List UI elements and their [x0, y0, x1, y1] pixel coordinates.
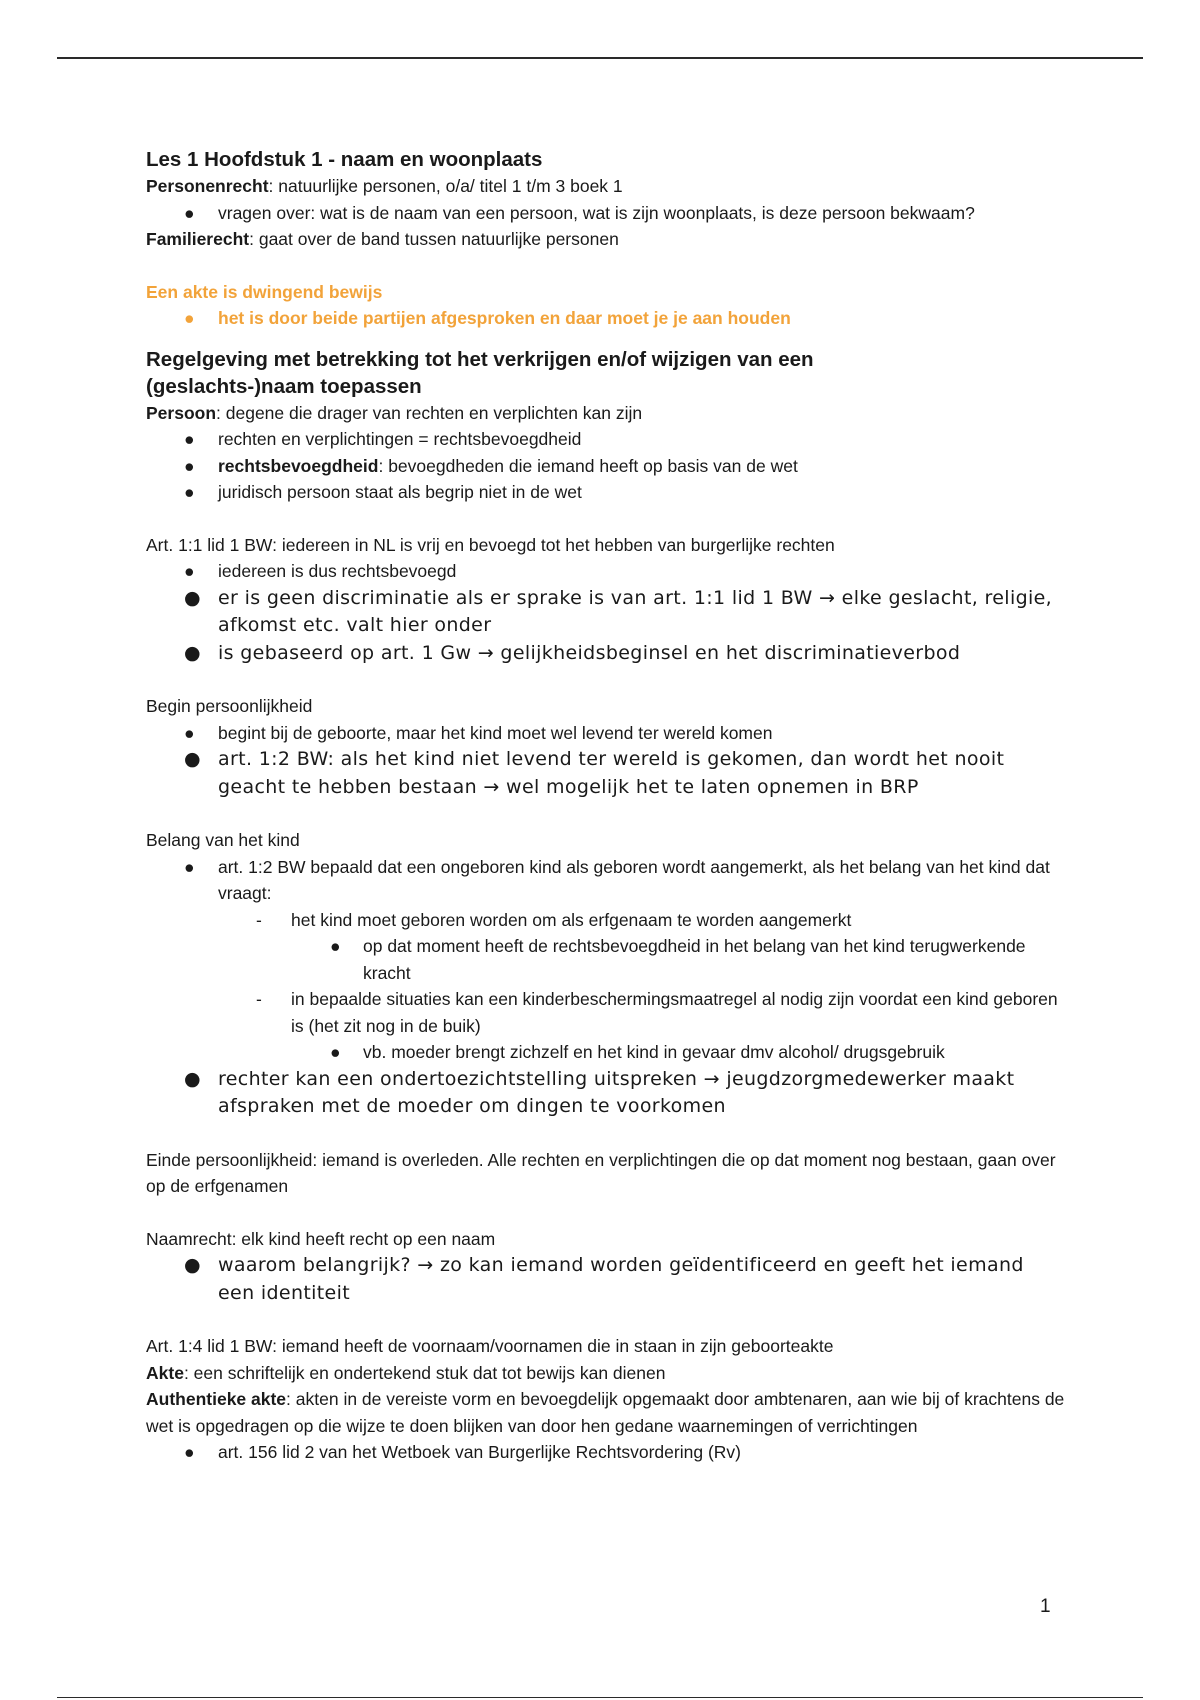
list-item: ● rechtsbevoegdheid: bevoegdheden die iemand heeft op basis van de wet	[146, 453, 1066, 480]
bullet-marker: ●	[330, 936, 341, 956]
list-item: ● juridisch persoon staat als begrip niet in de wet	[146, 479, 1066, 506]
art-1-4-line: Art. 1:4 lid 1 BW: iemand heeft de voornaam/voornamen die in staan in zijn geboorteakte	[146, 1336, 834, 1356]
bullet-marker: ●	[184, 722, 195, 743]
section-heading-regelgeving-2: (geslachts-)naam toepassen	[146, 374, 422, 398]
authentieke-akte-term: Authentieke akte	[146, 1389, 287, 1409]
list-item: ● art. 1:2 BW: als het kind niet levend ter wereld is gekomen, dan wordt het nooit geacht te hebben bestaan → wel mogelijk het te laten opnemen in BRP	[184, 748, 1005, 798]
bullet-marker: ●	[184, 429, 195, 449]
list-item: ● art. 156 lid 2 van het Wetboek van Burgerlijke Rechtsvordering (Rv)	[146, 1439, 1066, 1466]
bullet-marker: ●	[184, 308, 195, 328]
list-item: - het kind moet geboren worden om als erfgenaam te worden aangemerkt	[146, 907, 1066, 934]
bullet-marker: ●	[184, 455, 195, 476]
persoon-line	[146, 400, 1066, 427]
top-rule	[57, 57, 1143, 59]
naamrecht-line: Naamrecht: elk kind heeft recht op een naam	[146, 1228, 496, 1249]
list-item: - in bepaalde situaties kan een kinderbeschermingsmaatregel al nodig zijn voordat een kind geboren is (het zit nog in de buik)	[146, 986, 1066, 1039]
bullet-marker: ●	[184, 482, 195, 502]
bullet-marker: ●	[184, 561, 195, 581]
list-item: ● het is door beide partijen afgesproken en daar moet je je aan houden	[146, 305, 1066, 332]
list-item: ● er is geen discriminatie als er sprake is van art. 1:1 lid 1 BW → elke geslacht, religie, afkomst etc. valt hier onder	[184, 586, 1053, 636]
bullet-marker: ●	[184, 641, 201, 664]
list-item: ● is gebaseerd op art. 1 Gw → gelijkheidsbeginsel en het discriminatieverbod	[146, 640, 1066, 668]
list-item: ● rechten en verplichtingen = rechtsbevoegdheid	[146, 426, 1066, 453]
persoon-term: Persoon	[146, 402, 217, 423]
document-body	[146, 146, 1066, 1466]
list-item: ● begint bij de geboorte, maar het kind moet wel levend ter wereld komen	[146, 720, 1066, 747]
list-item: ● iedereen is dus rechtsbevoegd	[146, 558, 1066, 585]
section-heading-les1: Les 1 Hoofdstuk 1 - naam en woonplaats	[146, 148, 543, 171]
bullet-marker: ●	[184, 586, 201, 609]
bullet-marker: ●	[184, 1254, 201, 1276]
art-1-1-line: Art. 1:1 lid 1 BW: iedereen in NL is vrij en bevoegd tot het hebben van burgerlijke rechten	[146, 534, 835, 555]
familierecht-term: Familierecht	[146, 229, 250, 249]
familierecht-line	[146, 226, 1066, 253]
section-heading-regelgeving: Regelgeving met betrekking tot het verkrijgen en/of wijzigen van een	[146, 347, 814, 371]
akte-term: Akte	[146, 1362, 184, 1383]
dash-marker: -	[256, 909, 262, 930]
bullet-marker: ●	[184, 202, 195, 223]
page-number: 1	[1040, 1596, 1051, 1617]
einde-persoonlijkheid-paragraph: Einde persoonlijkheid: iemand is overleden. Alle rechten en verplichtingen die op dat moment nog bestaan, gaan over op de erfgenamen	[146, 1149, 1056, 1196]
bullet-marker: ●	[330, 1042, 341, 1062]
personenrecht-line	[146, 173, 1066, 200]
authentieke-akte-line: Authentieke akte: akten in de vereiste vorm en bevoegdelijk opgemaakt door ambtenaren, aan wie bij of krachtens de wet is opgedragen op die wijze te doen blijken van door hen gedane waarnemingen of verrichtingen	[146, 1389, 1065, 1436]
bullet-marker: ●	[184, 748, 201, 770]
familierecht-definition: : gaat over de band tussen natuurlijke personen	[249, 229, 619, 249]
belang-kind-title: Belang van het kind	[146, 830, 300, 850]
personenrecht-definition: : natuurlijke personen, o/a/ titel 1 t/m 3 boek 1	[268, 176, 623, 196]
list-item: ● vragen over: wat is de naam van een persoon, wat is zijn woonplaats, is deze persoon bekwaam?	[146, 200, 1066, 227]
list-item: ● art. 1:2 BW bepaald dat een ongeboren kind als geboren wordt aangemerkt, als het belang van het kind dat vraagt:	[146, 854, 1066, 907]
bottom-rule	[57, 1697, 1143, 1698]
bullet-marker: ●	[184, 1067, 201, 1090]
akte-note-title: Een akte is dwingend bewijs	[146, 281, 383, 302]
persoon-definition: : degene die drager van rechten en verplichten kan zijn	[216, 402, 643, 423]
list-item: ● waarom belangrijk? → zo kan iemand worden geïdentificeerd en geeft het iemand een identiteit	[184, 1254, 1024, 1304]
dash-marker: -	[256, 989, 262, 1009]
list-item: ● rechter kan een ondertoezichtstelling uitspreken → jeugdzorgmedewerker maakt afspraken met de moeder om dingen te voorkomen	[184, 1067, 1015, 1117]
personenrecht-term: Personenrecht	[146, 176, 269, 196]
bullet-marker: ●	[184, 1442, 195, 1462]
list-item: ● op dat moment heeft de rechtsbevoegdheid in het belang van het kind terugwerkende kracht	[146, 933, 1066, 986]
bullet-marker: ●	[184, 856, 195, 877]
list-item: ● vb. moeder brengt zichzelf en het kind in gevaar dmv alcohol/ drugsgebruik	[146, 1039, 1066, 1066]
begin-persoonlijkheid-title: Begin persoonlijkheid	[146, 696, 313, 716]
akte-definition-line: Akte: een schriftelijk en ondertekend stuk dat tot bewijs kan dienen	[146, 1362, 666, 1383]
